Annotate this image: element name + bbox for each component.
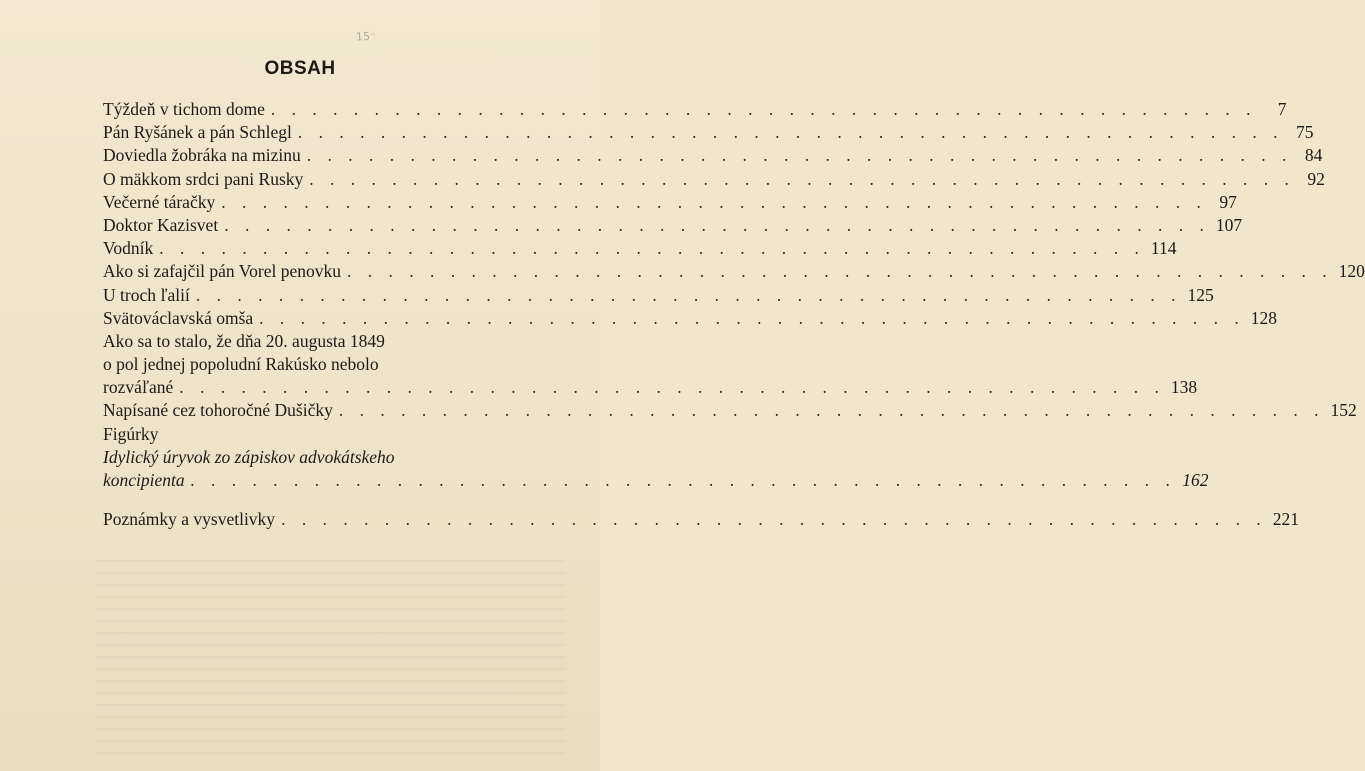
page-number: 152 [1330,400,1357,421]
page-number: 7 [1277,99,1287,119]
toc-entry [103,423,573,446]
page-number: 221 [1272,509,1299,530]
toc-entry [103,214,1243,237]
page-number: 138 [1170,377,1198,398]
toc-entry [103,330,1198,400]
pencil-mark: 15⁻ [355,29,377,44]
toc-entry-title: Doviedla žobráka na mizinu [103,145,301,166]
toc-entry-title: Figúrky [103,423,159,444]
toc-entry [103,121,1314,144]
toc-line [103,191,1237,214]
toc-line [103,330,573,353]
page-number: 75 [1295,122,1314,143]
toc-entry-title: rozváľané [103,377,174,398]
toc-line [103,214,1243,237]
toc-line [103,168,1325,191]
page-number: 97 [1219,191,1237,212]
leader-dots: . . . . . . . . . . . . . . . . . . . . . . . . . . . . . . . . . . . . . . . . . . . . . . . . [306,145,1293,166]
page-number: 84 [1304,145,1323,166]
leader-dots: . . . . . . . . . . . . . . . . . . . . . . . . . . . . . . . . . . . . . . . . . . . . . . . . [221,191,1207,212]
leader-dots: . . . . . . . . . . . . . . . . . . . . . . . . . . . . . . . . . . . . . . . . . . . . . . . . [346,261,1333,282]
toc-entry [103,98,1287,121]
leader-dots: . . . . . . . . . . . . . . . . . . . . . . . . . . . . . . . . . . . . . . . . . . . . . . . . [309,168,1295,189]
toc-line [103,423,573,446]
toc-entry [103,260,1365,283]
toc-line [103,284,1214,307]
toc-entry [103,191,1237,214]
page-number: 120 [1338,261,1365,282]
leader-dots: . . . . . . . . . . . . . . . . . . . . . . . . . . . . . . . . . . . . . . . . . . . . . . . . [338,400,1325,421]
toc-line [103,121,1314,144]
toc-entry-title: koncipienta [103,470,185,490]
toc-line [103,307,1278,330]
leader-dots: . . . . . . . . . . . . . . . . . . . . . . . . . . . . . . . . . . . . . . . . . . . . . . . . [195,284,1182,305]
toc-line [103,508,1299,531]
entry-gap [103,492,573,508]
toc-entry-title: Poznámky a vysvetlivky [103,509,276,530]
toc-entry-title: Pán Ryšánek a pán Schlegl [103,122,292,143]
toc-entry [103,284,1214,307]
leader-dots: . . . . . . . . . . . . . . . . . . . . . . . . . . . . . . . . . . . . . . . . . . . . . . . . [270,99,1257,119]
toc-line [103,353,573,376]
leader-dots: . . . . . . . . . . . . . . . . . . . . . . . . . . . . . . . . . . . . . . . . . . . . . . . . [259,307,1245,328]
toc-entry-title: Týždeň v tichom dome [103,99,265,119]
page-number: 125 [1187,284,1214,305]
toc-entry-title: Vodník [103,238,154,259]
page-number: 107 [1215,214,1243,235]
toc-entry [103,446,1209,492]
toc-entry [103,508,1299,531]
toc-entry-title: Ako si zafajčil pán Vorel penovku [103,261,341,282]
toc-line [103,376,1198,399]
table-of-contents [103,98,1365,531]
toc-line [103,399,1357,422]
toc-entry-title: Idylický úryvok zo zápiskov advokátskeho [103,446,395,467]
toc-entry [103,168,1325,191]
toc-entry-title: U troch ľalií [103,284,190,305]
page-number: 128 [1250,307,1278,328]
toc-entry [103,237,1177,260]
page-number: 92 [1307,168,1325,189]
toc-line [103,237,1177,260]
page-number: 114 [1150,238,1177,259]
toc-entry-title: O mäkkom srdci pani Rusky [103,168,304,189]
toc-entry-title: Napísané cez tohoročné Dušičky [103,400,333,421]
toc-entry-title: Večerné táračky [103,191,216,212]
toc-line [103,144,1323,167]
toc-line [103,446,573,469]
toc-entry [103,144,1323,167]
leader-dots: . . . . . . . . . . . . . . . . . . . . . . . . . . . . . . . . . . . . . . . . . . . . . . . . [297,122,1284,143]
leader-dots: . . . . . . . . . . . . . . . . . . . . . . . . . . . . . . . . . . . . . . . . . . . . . . . . [224,214,1210,235]
toc-entry-title: Svätováclavská omša [103,307,254,328]
show-through-text [95,560,565,760]
leader-dots: . . . . . . . . . . . . . . . . . . . . . . . . . . . . . . . . . . . . . . . . . . . . . . . . [159,238,1145,259]
page-number: 162 [1182,470,1209,490]
leader-dots: . . . . . . . . . . . . . . . . . . . . . . . . . . . . . . . . . . . . . . . . . . . . . . . . [190,470,1177,490]
toc-line [103,98,1287,121]
leader-dots: . . . . . . . . . . . . . . . . . . . . . . . . . . . . . . . . . . . . . . . . . . . . . . . . [281,509,1267,530]
toc-entry [103,307,1278,330]
toc-entry-title: o pol jednej popoludní Rakúsko nebolo [103,354,379,375]
page-title: OBSAH [264,58,336,79]
toc-line [103,469,1209,492]
toc-entry-title: Doktor Kazisvet [103,214,219,235]
leader-dots: . . . . . . . . . . . . . . . . . . . . . . . . . . . . . . . . . . . . . . . . . . . . . . . . [179,377,1165,398]
toc-entry-title: Ako sa to stalo, že dňa 20. augusta 1849 [103,330,385,351]
toc-entry [103,399,1357,422]
toc-line [103,260,1365,283]
